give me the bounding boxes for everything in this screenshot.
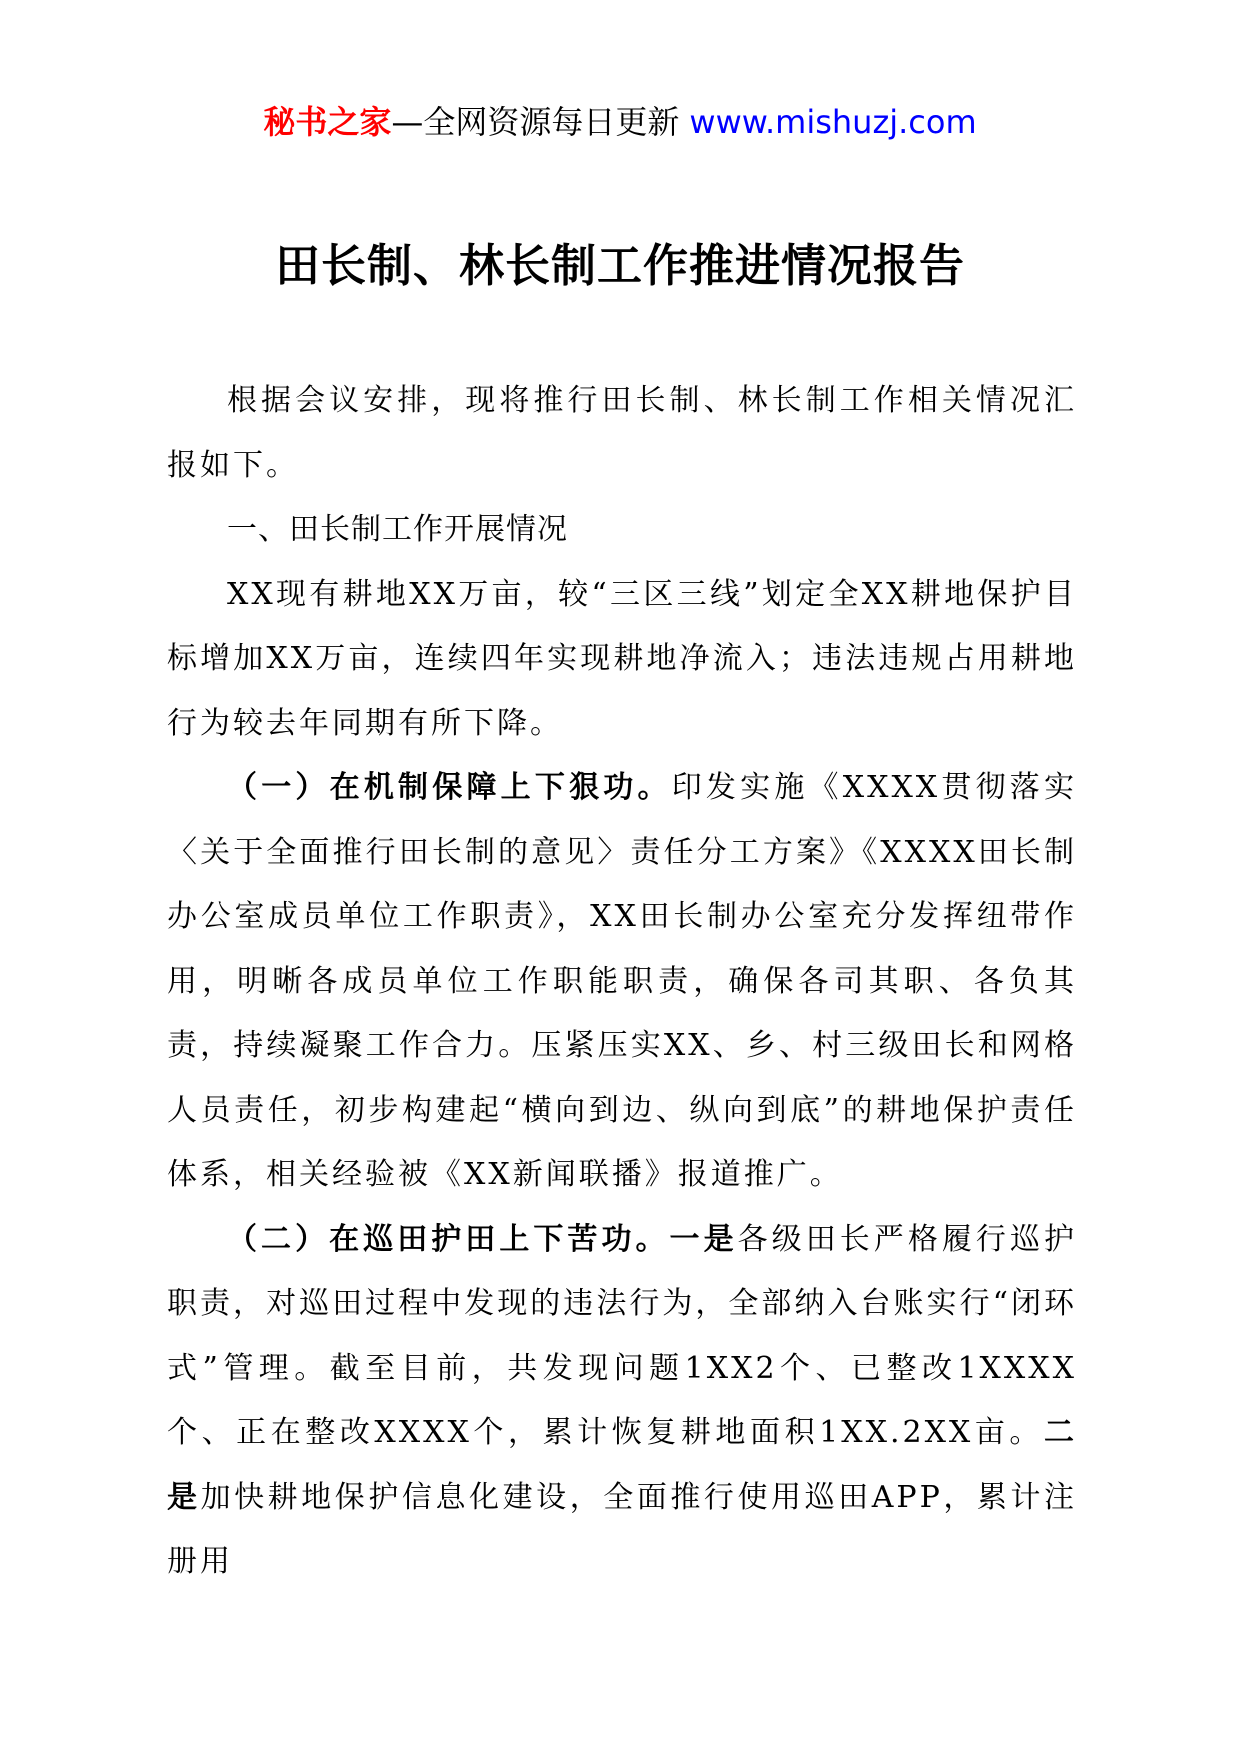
item-2-point-2-lead: 二是	[167, 1415, 1077, 1515]
section-heading: 一、田长制工作开展情况	[227, 512, 568, 547]
document-body	[167, 369, 1077, 1595]
document-title: 田长制、林长制工作推进情况报告	[274, 239, 965, 292]
item-1-text: 印发实施《XXXX贯彻落实〈关于全面推行田长制的意见〉责任分工方案》《XXXX田长制办公室成员单位工作职责》，XX田长制办公室充分发挥纽带作用，明晰各成员单位工作职能职责，确保各司其职、各负其责，持续凝聚工作合力。压紧压实XX、乡、村三级田长和网格人员责任，初步构建起“横向到边、纵向到底”的耕地保护责任体系，相关经验被《XX新闻联播》报道推广。	[167, 770, 1077, 1192]
item-2-lead: （二）在巡田护田上下苦功。	[227, 1221, 670, 1257]
item-1-lead: （一）在机制保障上下狠功。	[227, 770, 672, 805]
item-2-point-1-text: 各级田长严格履行巡护职责，对巡田过程中发现的违法行为，全部纳入台账实行“闭环式”管理。截至目前，共发现问题1XX2个、已整改1XXXX个、正在整改XXXX个，累计恢复耕地面积1XX.2XX亩。	[167, 1221, 1078, 1450]
item-2-point-1-lead: 一是	[669, 1221, 738, 1257]
brand-name: 秘书之家	[263, 103, 392, 141]
item-paragraph-1	[167, 756, 1077, 1208]
intro-paragraph: 根据会议安排，现将推行田长制、林长制工作相关情况汇报如下。	[167, 383, 1077, 483]
section-paragraph: XX现有耕地XX万亩，较“三区三线”划定全XX耕地保护目标增加XX万亩，连续四年实现耕地净流入；违法违规占用耕地行为较去年同期有所下降。	[167, 576, 1077, 741]
header-tagline: —全网资源每日更新	[391, 103, 680, 141]
site-url-link[interactable]: www.mishuzj.com	[689, 103, 977, 141]
site-header	[0, 100, 1240, 144]
item-2-point-2-text: 加快耕地保护信息化建设，全面推行使用巡田APP，累计注册用	[167, 1479, 1077, 1579]
item-paragraph-2	[167, 1208, 1077, 1595]
